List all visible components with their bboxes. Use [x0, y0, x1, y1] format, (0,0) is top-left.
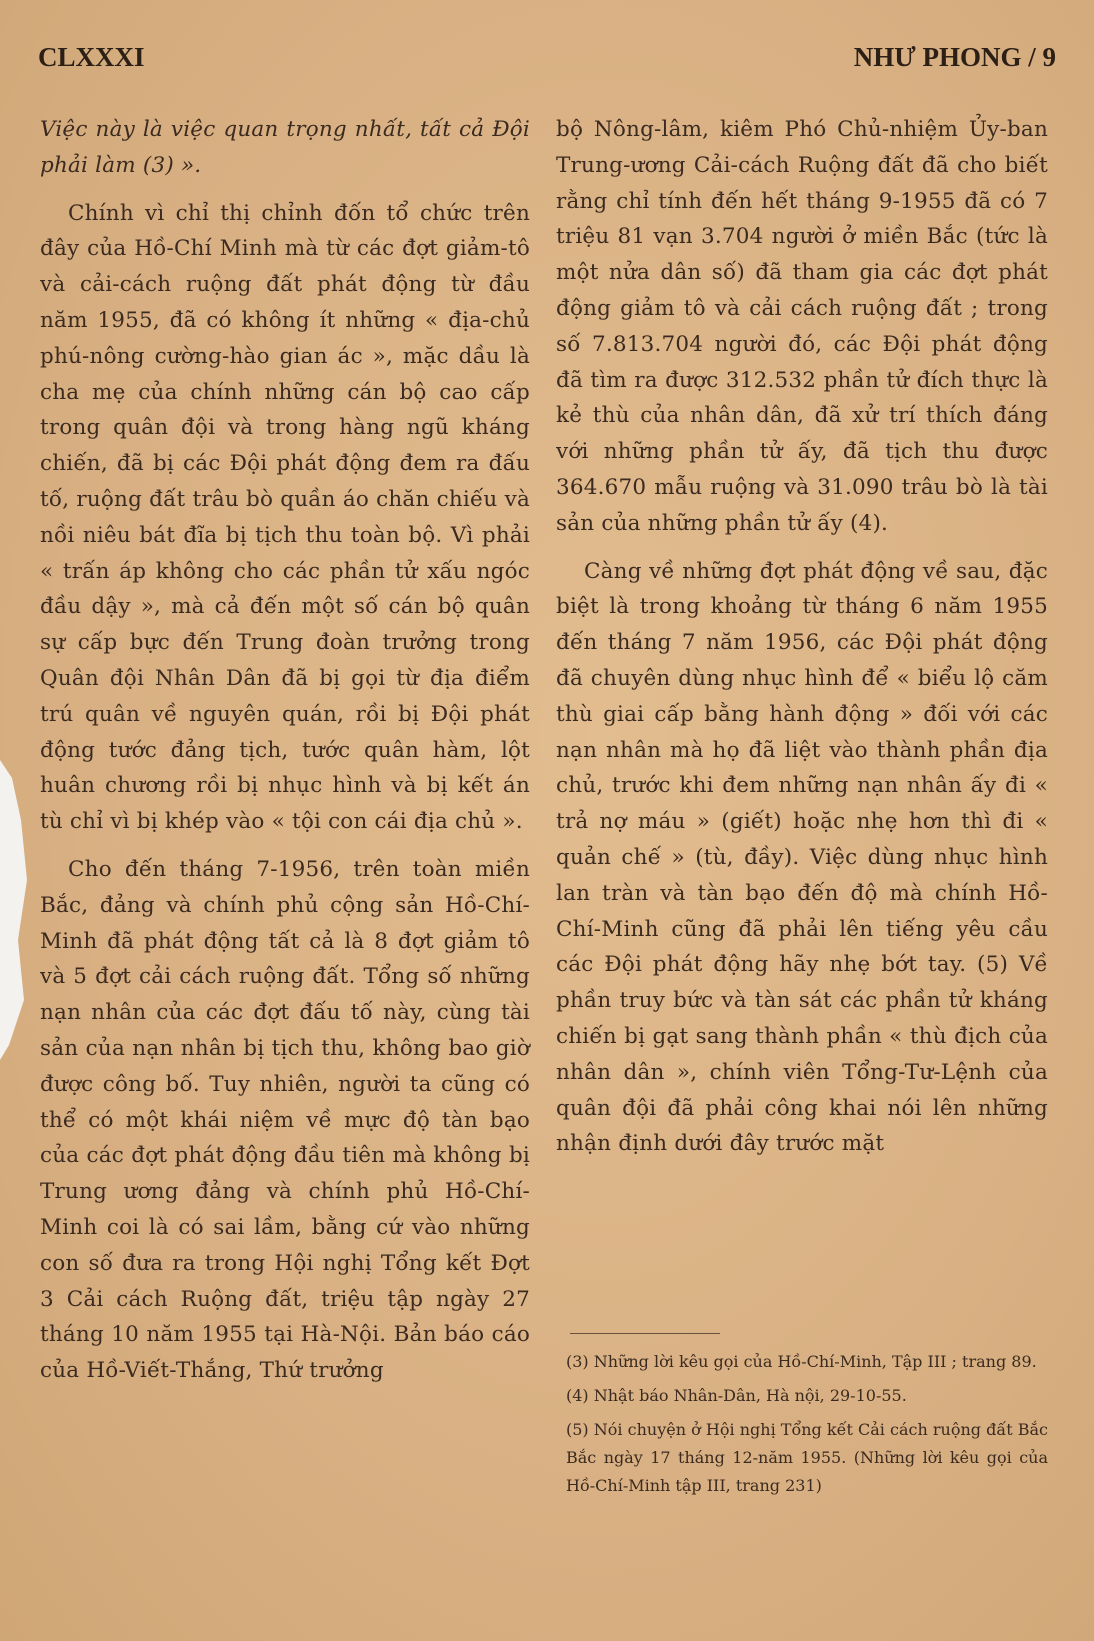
paragraph: Việc này là việc quan trọng nhất, tất cả Đội phải làm (3) ». [40, 117, 530, 178]
right-column [556, 112, 1048, 1162]
footnotes [566, 1348, 1048, 1506]
footnote: (4) Nhật báo Nhân-Dân, Hà nội, 29-10-55. [566, 1386, 907, 1405]
paragraph: Chính vì chỉ thị chỉnh đốn tổ chức trên đây của Hồ-Chí Minh mà từ các đợt giảm-tô và cải-cách ruộng đất phát động từ đầu năm 1955, đã có không ít những « địa-chủ phú-nông cường-hào gian ác », mặc dầu là cha mẹ của chính những cán bộ cao cấp trong quân đội và trong hàng ngũ kháng chiến, đã bị các Đội phát động đem ra đấu tố, ruộng đất trâu bò quần áo chăn chiếu và nồi niêu bát đĩa bị tịch thu toàn bộ. Vì phải « trấn áp không cho các phần tử xấu ngóc đầu dậy », mà cả đến một số cán bộ quân sự cấp bực đến Trung đoàn trưởng trong Quân đội Nhân Dân đã bị gọi từ địa điểm trú quân về nguyên quán, rồi bị Đội phát động tước đảng tịch, tước quân hàm, lột huân chương rồi bị nhục hình và bị kết án tù chỉ vì bị khép vào « tội con cái địa chủ ». [40, 200, 530, 835]
footnote: (5) Nói chuyện ở Hội nghị Tổng kết Cải cách ruộng đất Bắc Bắc ngày 17 tháng 12-năm 1955. (Những lời kêu gọi của Hồ-Chí-Minh tập III, trang 231) [566, 1420, 1048, 1495]
torn-edge [0, 760, 30, 1060]
footnote-divider [570, 1333, 720, 1334]
paragraph: Càng về những đợt phát động về sau, đặc biệt là trong khoảng từ tháng 6 năm 1955 đến tháng 7 năm 1956, các Đội phát động đã chuyên dùng nhục hình để « biểu lộ căm thù giai cấp bằng hành động » đối với các nạn nhân mà họ đã liệt vào thành phần địa chủ, trước khi đem những nạn nhân ấy đi « trả nợ máu » (giết) hoặc nhẹ hơn thì đi « quản chế » (tù, đầy). Việc dùng nhục hình lan tràn và tàn bạo đến độ mà chính Hồ-Chí-Minh cũng đã phải lên tiếng yêu cầu các Đội phát động hãy nhẹ bớt tay. (5) Về phần truy bức và tàn sát các phần tử kháng chiến bị gạt sang thành phần « thù địch của nhân dân », chính viên Tổng-Tư-Lệnh của quân đội đã phải công khai nói lên những nhận định dưới đây trước mặt [556, 558, 1048, 1157]
left-column [40, 112, 530, 1389]
chapter-number: CLXXXI [38, 42, 145, 72]
footnote: (3) Những lời kêu gọi của Hồ-Chí-Minh, Tập III ; trang 89. [566, 1352, 1037, 1371]
paragraph: Cho đến tháng 7-1956, trên toàn miền Bắc, đảng và chính phủ cộng sản Hồ-Chí-Minh đã phát động tất cả là 8 đợt giảm tô và 5 đợt cải cách ruộng đất. Tổng số những nạn nhân của các đợt đấu tố này, cùng tài sản của nạn nhân bị tịch thu, không bao giờ được công bố. Tuy nhiên, người ta cũng có thể có một khái niệm về mực độ tàn bạo của các đợt phát động đầu tiên mà không bị Trung ương đảng và chính phủ Hồ-Chí-Minh coi là có sai lầm, bằng cứ vào những con số đưa ra trong Hội nghị Tổng kết Đợt 3 Cải cách Ruộng đất, triệu tập ngày 27 tháng 10 năm 1955 tại Hà-Nội. Bản báo cáo của Hồ-Viết-Thắng, Thứ trưởng [40, 856, 530, 1384]
paragraph: bộ Nông-lâm, kiêm Phó Chủ-nhiệm Ủy-ban Trung-ương Cải-cách Ruộng đất đã cho biết rằng chỉ tính đến hết tháng 9-1955 đã có 7 triệu 81 vạn 3.704 người ở miền Bắc (tức là một nửa dân số) đã tham gia các đợt phát động giảm tô và cải cách ruộng đất ; trong số 7.813.704 người đó, các Đội phát động đã tìm ra được 312.532 phần tử đích thực là kẻ thù của nhân dân, đã xử trí thích đáng với những phần tử ấy, đã tịch thu được 364.670 mẫu ruộng và 31.090 trâu bò là tài sản của những phần tử ấy (4). [556, 117, 1048, 536]
page-header [38, 42, 1056, 82]
author-page-number: NHƯ PHONG / 9 [853, 42, 1056, 72]
